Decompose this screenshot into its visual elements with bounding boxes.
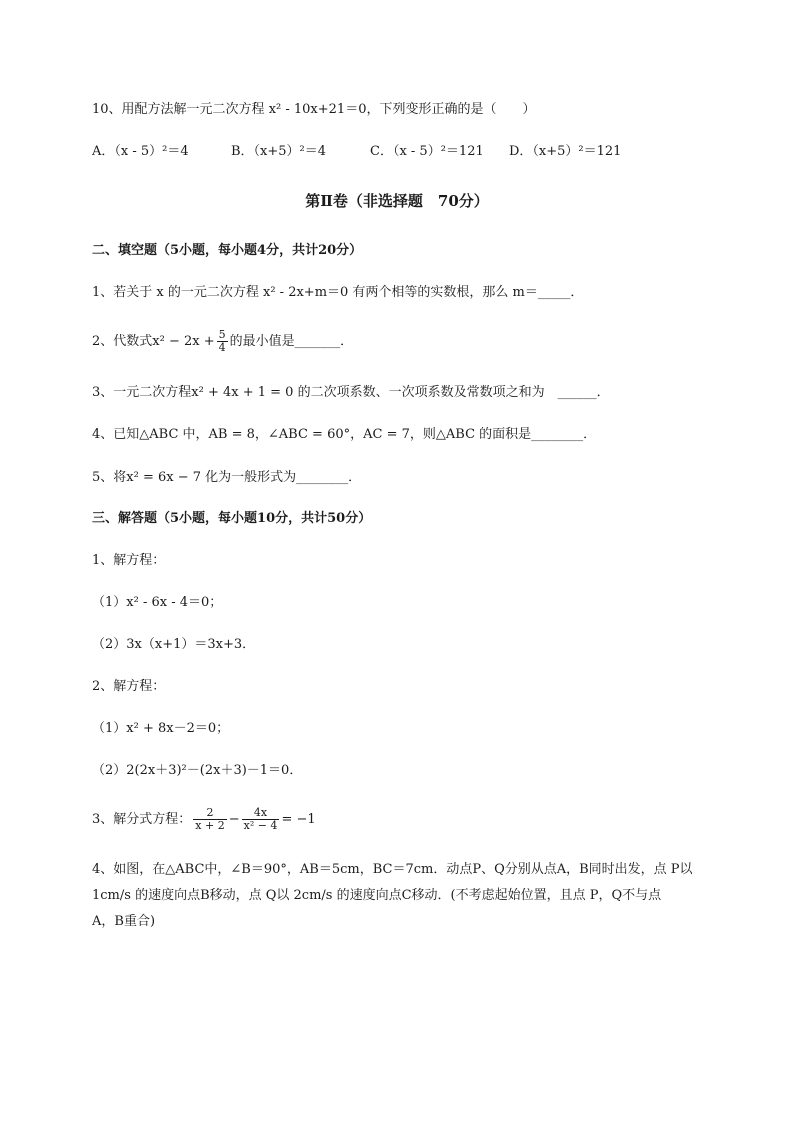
p3-fraction-1-numerator: 2 — [193, 807, 226, 820]
q10-stem-prefix: 10、用配方法解一元二次方程 — [92, 102, 269, 117]
question-10-options — [92, 143, 621, 161]
q2-fraction — [217, 329, 228, 354]
q2-fraction-numerator: 5 — [218, 328, 226, 341]
fill-question-5: 5、将x² = 6x − 7 化为一般形式为________． — [92, 470, 362, 485]
q10-equation: x² - 10x+21＝0 — [268, 102, 367, 117]
p3-prefix: 3、解分式方程： — [92, 812, 192, 827]
problem-3 — [92, 804, 316, 836]
p3-fraction-1-denominator: x + 2 — [195, 819, 225, 832]
q2-prefix: 2、代数式x² − 2x + — [92, 334, 215, 349]
q2-suffix: 的最小值是_______． — [229, 334, 354, 349]
p3-fraction-2-denominator: x² − 4 — [243, 819, 278, 832]
p3-fraction-1 — [193, 807, 226, 832]
fill-question-1: 1、若关于 x 的一元二次方程 x² - 2x+m＝0 有两个相等的实数根，那么 m＝_____． — [92, 285, 584, 300]
q10-stem-suffix: ，下列变形正确的是（ ） — [366, 102, 536, 117]
p3-fraction-2 — [242, 807, 280, 832]
solve-section-title: 三、解答题（5小题，每小题10分，共计50分） — [92, 511, 372, 526]
problem-2-part-b: （2）2(2x＋3)²－(2x＋3)－1＝0． — [92, 763, 303, 778]
option-c: C．（x - 5）²＝121 — [370, 144, 484, 159]
problem-1-part-a: （1）x² - 6x - 4＝0； — [92, 595, 223, 610]
option-b: B．（x+5）²＝4 — [231, 144, 327, 159]
fill-question-4: 4、已知△ABC 中，AB = 8，∠ABC = 60°，AC = 7，则△ABC 的面积是________． — [92, 427, 597, 442]
p3-minus-sign: − — [228, 812, 240, 827]
problem-2-title: 2、解方程： — [92, 679, 166, 694]
fill-section-title: 二、填空题（5小题，每小题4分，共计20分） — [92, 243, 363, 258]
problem-4-line-1: 4、如图，在△ABC中，∠B＝90°，AB＝5cm，BC＝7cm．动点P、Q分别从点A，B同时出发，点 P以 — [92, 862, 693, 877]
section-2-title: 第Ⅱ卷（非选择题 70分） — [305, 192, 489, 210]
problem-1-part-b: （2）3x（x+1）＝3x+3． — [92, 637, 256, 652]
option-d: D．（x+5）²＝121 — [509, 144, 622, 159]
option-a: A．（x - 5）²＝4 — [92, 144, 189, 159]
fill-question-3: 3、一元二次方程x² + 4x + 1 = 0 的二次项系数、一次项系数及常数项之和为 ______． — [92, 385, 610, 400]
problem-4-line-3: A，B重合) — [92, 914, 156, 929]
q2-fraction-denominator: 4 — [218, 341, 226, 354]
problem-2-part-a: （1）x² + 8x－2＝0； — [92, 721, 230, 736]
p3-suffix: = −1 — [281, 812, 316, 827]
problem-1-title: 1、解方程： — [92, 553, 166, 568]
fill-question-2 — [92, 327, 353, 357]
p3-fraction-2-numerator: 4x — [242, 807, 280, 820]
problem-4-line-2: 1cm/s 的速度向点B移动，点 Q以 2cm/s 的速度向点C移动．(不考虑起始位置，且点 P，Q不与点 — [92, 888, 662, 903]
question-10-stem — [92, 101, 535, 119]
